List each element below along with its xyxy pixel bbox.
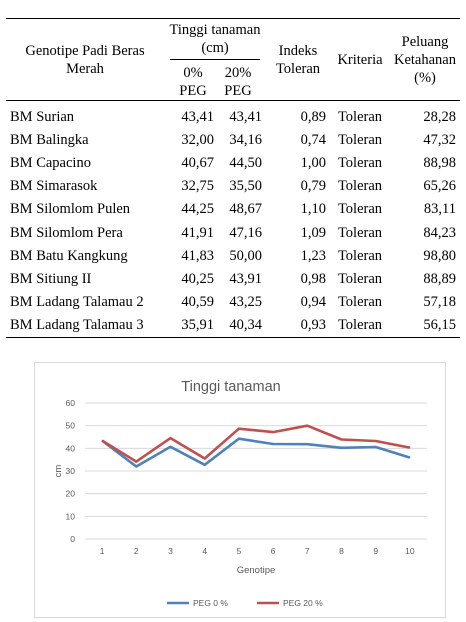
series-line-2 [102,426,410,462]
table-row [6,291,460,314]
series-1-point [409,457,410,458]
cell-peg-20: 48,67 [229,201,262,218]
table-row [6,151,460,174]
y-tick-label: 60 [65,398,75,408]
cell-peluang-ketahanan: 88,89 [423,270,456,287]
cell-peluang-ketahanan: 98,80 [423,247,456,264]
series-2-point [238,428,239,429]
x-tick-label: 3 [168,546,173,556]
x-tick-label: 6 [270,546,276,556]
series-1-point [238,438,239,439]
cell-peluang-ketahanan: 57,18 [423,294,456,311]
cell-indeks-toleran: 1,23 [300,247,326,264]
cell-indeks-toleran: 0,94 [300,294,326,311]
x-tick-label: 10 [405,546,415,556]
cell-genotipe: BM Silomlom Pulen [10,201,131,218]
series-2-point [273,432,274,433]
series-1-point [204,464,205,465]
x-tick-label: 1 [99,546,105,556]
cell-peg-20: 34,16 [229,131,262,148]
header-peg20-line2: PEG [224,83,252,99]
cell-kriteria: Toleran [330,314,390,338]
cell-kriteria: Toleran [337,201,383,218]
cell-indeks-toleran: 0,74 [300,131,326,148]
cell-genotipe: BM Surian [10,108,75,125]
header-peluang-line3: (%) [414,69,436,86]
series-2-point [102,440,103,441]
y-tick-label: 10 [65,511,75,522]
cell-indeks-toleran: 0,93 [266,314,330,338]
header-peluang-line1: Peluang [401,33,449,50]
cell-genotipe: BM Ladang Talamau 3 [6,314,164,338]
cell-genotipe: BM Ladang Talamau 2 [10,294,144,311]
cell-peg-20: 43,41 [229,108,262,125]
cell-peg-20: 44,50 [229,154,262,171]
table-row [6,128,460,151]
table-row [6,244,460,267]
chart-y-ticks [66,398,76,544]
results-table-container [6,18,460,338]
table-row [6,198,460,221]
cell-kriteria: Toleran [337,154,383,171]
cell-indeks-toleran: 1,00 [300,154,326,171]
cell-peg-0: 40,59 [181,294,214,311]
table-row [6,314,460,338]
series-1-point [136,466,137,467]
cell-peg-20: 40,34 [216,314,266,338]
x-tick-label: 2 [133,546,139,556]
cell-genotipe: BM Simarasok [10,178,98,195]
cell-peluang-ketahanan: 56,15 [390,314,460,338]
header-genotipe-line1: Genotipe Padi Beras [25,42,145,59]
cell-peg-0: 40,25 [181,270,214,287]
table-row [6,267,460,290]
cell-indeks-toleran: 1,10 [300,201,326,218]
header-peg20-line1: 20% [224,65,252,81]
cell-peluang-ketahanan: 84,23 [423,224,456,241]
cell-indeks-toleran: 1,09 [300,224,326,241]
table-row [6,101,460,129]
chart-title: Tinggi tanaman [181,379,281,395]
cell-genotipe: BM Sitiung II [10,270,92,287]
cell-peluang-ketahanan: 28,28 [423,108,456,125]
series-2-point [170,438,171,439]
x-tick-label: 5 [236,546,242,556]
x-tick-label: 7 [304,546,310,556]
y-tick-label: 30 [65,466,75,476]
series-2-point [204,458,205,459]
header-indeks-line1: Indeks [278,42,318,59]
cell-peg-0: 41,83 [181,247,214,264]
chart-x-ticks [100,546,415,556]
chart-series-lines [102,425,411,467]
line-chart-tinggi-tanaman [34,362,446,618]
results-table [6,18,460,338]
chart-gridlines [85,403,427,539]
x-tick-label: 8 [339,546,344,556]
cell-indeks-toleran: 0,89 [300,108,326,125]
cell-genotipe: BM Balingka [10,131,89,148]
cell-peg-0: 35,91 [164,314,216,338]
header-peluang-line2: Ketahanan [394,51,456,68]
header-indeks-toleran [266,19,330,101]
table-row [6,175,460,198]
cell-peg-20: 43,25 [229,294,262,311]
header-peluang-ketahanan [390,19,460,101]
series-1-point [375,446,376,447]
chart-svg [35,363,445,617]
cell-peluang-ketahanan: 83,11 [423,201,456,218]
legend-label: PEG 20 % [283,598,323,608]
chart-x-axis-label: Genotipe [236,565,276,576]
cell-genotipe: BM Batu Kangkung [10,247,128,264]
cell-peg-20: 47,16 [229,224,262,241]
legend-label: PEG 0 % [193,598,228,608]
chart-legend [167,598,323,608]
header-peg-20 [216,59,266,101]
y-tick-label: 0 [70,534,75,544]
cell-peluang-ketahanan: 88,98 [423,154,456,171]
series-2-point [409,447,410,448]
cell-peg-20: 43,91 [229,270,262,287]
header-peg0-line2: PEG [179,83,207,99]
series-1-point [307,444,308,445]
cell-kriteria: Toleran [337,224,383,241]
cell-peg-0: 41,91 [181,224,214,241]
cell-genotipe: BM Capacino [10,154,91,171]
y-tick-label: 20 [65,488,75,499]
header-genotipe-line2: Merah [66,60,104,77]
x-tick-label: 4 [202,546,208,556]
cell-indeks-toleran: 0,98 [300,270,326,287]
cell-kriteria: Toleran [337,178,383,195]
cell-kriteria: Toleran [337,270,383,287]
cell-peg-0: 32,75 [181,178,214,195]
series-2-point [341,439,342,440]
series-1-point [341,447,342,448]
series-2-point [307,425,308,426]
cell-peg-0: 44,25 [181,201,214,218]
header-tinggi-line1: Tinggi tanaman [169,22,261,38]
table-row [6,221,460,244]
cell-peg-0: 32,00 [181,131,214,148]
header-genotipe [6,19,164,101]
cell-kriteria: Toleran [337,247,383,264]
header-tinggi-line2: (cm) [201,40,229,56]
header-indeks-line2: Toleran [275,60,321,77]
x-tick-label: 9 [373,546,379,556]
y-tick-label: 50 [65,420,75,431]
header-peg-0 [164,59,216,101]
cell-kriteria: Toleran [337,294,383,311]
series-2-point [375,440,376,441]
cell-kriteria: Toleran [337,108,383,125]
chart-y-axis-label: cm [53,464,64,478]
cell-kriteria: Toleran [337,131,383,148]
series-1-point [273,444,274,445]
series-2-point [136,461,137,462]
cell-peg-0: 43,41 [181,108,214,125]
cell-genotipe: BM Silomlom Pera [10,224,123,241]
cell-peluang-ketahanan: 47,32 [423,131,456,148]
header-tinggi-tanaman [164,19,266,60]
cell-indeks-toleran: 0,79 [300,178,326,195]
header-peg0-line1: 0% [183,65,203,81]
y-tick-label: 40 [65,443,75,454]
series-1-point [170,446,171,447]
header-kriteria: Kriteria [330,19,390,101]
results-table-body [6,101,460,338]
cell-peluang-ketahanan: 65,26 [423,178,456,195]
cell-peg-20: 50,00 [229,247,262,264]
cell-peg-0: 40,67 [181,154,214,171]
cell-peg-20: 35,50 [229,178,262,195]
